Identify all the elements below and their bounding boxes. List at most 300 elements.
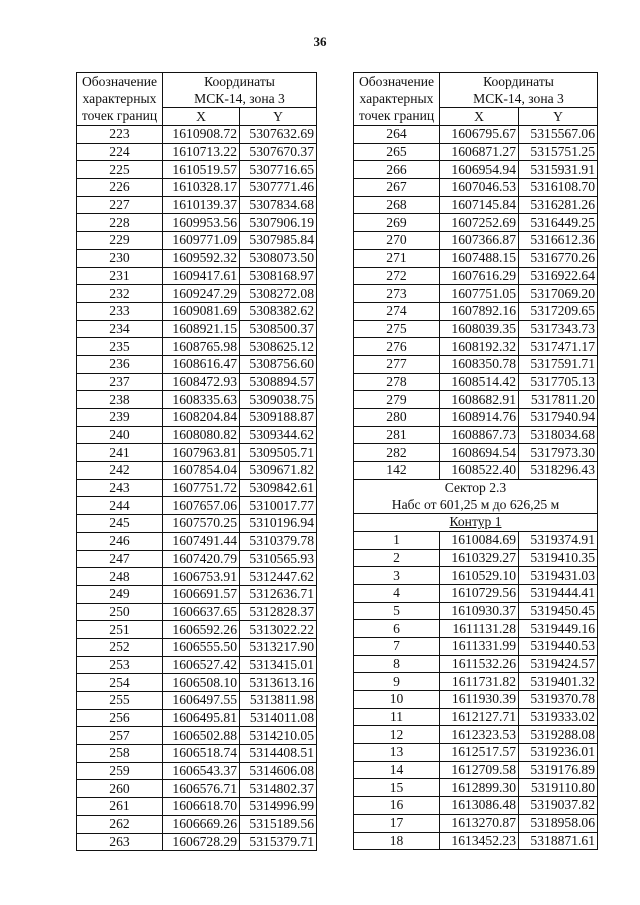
coord-y: 5308625.12 <box>240 338 317 356</box>
coord-y: 5312636.71 <box>240 585 317 603</box>
point-id: 282 <box>354 444 440 462</box>
table-row <box>354 285 598 303</box>
coord-x: 1611731.82 <box>440 673 519 691</box>
header-coordinates: Координаты <box>163 73 317 91</box>
point-id: 238 <box>77 391 163 409</box>
table-row <box>77 692 317 710</box>
coord-x: 1606795.67 <box>440 126 519 144</box>
coord-x: 1606728.29 <box>163 833 240 851</box>
coord-y: 5317209.65 <box>519 302 598 320</box>
table-row <box>77 833 317 851</box>
point-id: 245 <box>77 515 163 533</box>
coord-y: 5319424.57 <box>519 655 598 673</box>
point-id: 244 <box>77 497 163 515</box>
point-id: 274 <box>354 302 440 320</box>
point-id: 259 <box>77 762 163 780</box>
point-id: 281 <box>354 426 440 444</box>
coord-y: 5313811.98 <box>240 692 317 710</box>
table-row <box>354 426 598 444</box>
coord-x: 1607751.72 <box>163 479 240 497</box>
table-row <box>77 815 317 833</box>
point-id: 270 <box>354 232 440 250</box>
coord-y: 5310379.78 <box>240 532 317 550</box>
coord-y: 5309344.62 <box>240 426 317 444</box>
coord-x: 1608350.78 <box>440 355 519 373</box>
coord-x: 1607657.06 <box>163 497 240 515</box>
point-id: 277 <box>354 355 440 373</box>
header-designation-line-2: характерных <box>354 90 440 108</box>
header-coordinates: Координаты <box>440 73 598 91</box>
table-row <box>77 674 317 692</box>
table-row <box>354 673 598 691</box>
coord-y: 5307670.37 <box>240 143 317 161</box>
coord-x: 1608192.32 <box>440 338 519 356</box>
table-row <box>354 355 598 373</box>
coord-y: 5315379.71 <box>240 833 317 851</box>
coord-x: 1608472.93 <box>163 373 240 391</box>
header-designation-line-3: точек границ <box>77 108 163 126</box>
coord-y: 5317705.13 <box>519 373 598 391</box>
coord-y: 5317811.20 <box>519 391 598 409</box>
point-id: 14 <box>354 761 440 779</box>
table-row <box>77 479 317 497</box>
table-row <box>354 196 598 214</box>
point-id: 236 <box>77 355 163 373</box>
table-row <box>354 584 598 602</box>
coord-x: 1606753.91 <box>163 568 240 586</box>
coord-y: 5313415.01 <box>240 656 317 674</box>
table-row <box>354 549 598 567</box>
coord-y: 5318958.06 <box>519 814 598 832</box>
coord-x: 1608039.35 <box>440 320 519 338</box>
coord-y: 5316612.36 <box>519 232 598 250</box>
point-id: 256 <box>77 709 163 727</box>
coord-x: 1607963.81 <box>163 444 240 462</box>
table-row <box>354 708 598 726</box>
coord-y: 5309842.61 <box>240 479 317 497</box>
table-row <box>354 214 598 232</box>
coord-y: 5317940.94 <box>519 409 598 427</box>
table-row <box>77 727 317 745</box>
table-row <box>77 497 317 515</box>
point-id: 266 <box>354 161 440 179</box>
coord-x: 1606691.57 <box>163 585 240 603</box>
coord-x: 1606502.88 <box>163 727 240 745</box>
coord-y: 5309188.87 <box>240 409 317 427</box>
table-row <box>354 161 598 179</box>
point-id: 142 <box>354 462 440 480</box>
table-row <box>77 568 317 586</box>
table-row <box>354 761 598 779</box>
coord-y: 5308756.60 <box>240 355 317 373</box>
coord-x: 1607252.69 <box>440 214 519 232</box>
header-y: Y <box>240 108 317 126</box>
coord-y: 5317069.20 <box>519 285 598 303</box>
coord-y: 5310565.93 <box>240 550 317 568</box>
point-id: 224 <box>77 143 163 161</box>
point-id: 9 <box>354 673 440 691</box>
coord-y: 5309038.75 <box>240 391 317 409</box>
coord-y: 5315567.06 <box>519 126 598 144</box>
table-row <box>354 726 598 744</box>
header-coordinate-system: МСК-14, зона 3 <box>440 90 598 108</box>
coord-y: 5319401.32 <box>519 673 598 691</box>
table-row <box>354 744 598 762</box>
table-row <box>77 232 317 250</box>
point-id: 234 <box>77 320 163 338</box>
table-row <box>77 745 317 763</box>
coord-y: 5319176.89 <box>519 761 598 779</box>
coord-x: 1612709.58 <box>440 761 519 779</box>
coord-y: 5307906.19 <box>240 214 317 232</box>
coord-y: 5319450.45 <box>519 602 598 620</box>
point-id: 11 <box>354 708 440 726</box>
sector-height-row <box>354 496 598 513</box>
table-row <box>354 320 598 338</box>
point-id: 17 <box>354 814 440 832</box>
coord-y: 5319374.91 <box>519 531 598 549</box>
coord-x: 1606954.94 <box>440 161 519 179</box>
coord-y: 5316281.26 <box>519 196 598 214</box>
point-id: 10 <box>354 691 440 709</box>
coord-x: 1608765.98 <box>163 338 240 356</box>
point-id: 8 <box>354 655 440 673</box>
coord-x: 1607366.87 <box>440 232 519 250</box>
point-id: 4 <box>354 584 440 602</box>
coord-x: 1607570.25 <box>163 515 240 533</box>
point-id: 258 <box>77 745 163 763</box>
table-row <box>354 620 598 638</box>
table-row <box>77 143 317 161</box>
coord-y: 5319110.80 <box>519 779 598 797</box>
coord-x: 1607420.79 <box>163 550 240 568</box>
table-row <box>77 391 317 409</box>
table-row <box>77 709 317 727</box>
point-id: 235 <box>77 338 163 356</box>
table-row <box>354 179 598 197</box>
table-row <box>77 302 317 320</box>
point-id: 254 <box>77 674 163 692</box>
coord-x: 1611131.28 <box>440 620 519 638</box>
table-row <box>77 373 317 391</box>
coord-x: 1611930.39 <box>440 691 519 709</box>
table-row <box>77 515 317 533</box>
coord-x: 1608514.42 <box>440 373 519 391</box>
table-row <box>77 249 317 267</box>
coord-x: 1606555.50 <box>163 638 240 656</box>
coord-y: 5313613.16 <box>240 674 317 692</box>
point-id: 269 <box>354 214 440 232</box>
coord-x: 1608682.91 <box>440 391 519 409</box>
table-row <box>354 462 598 480</box>
point-id: 243 <box>77 479 163 497</box>
coord-y: 5319333.02 <box>519 708 598 726</box>
point-id: 242 <box>77 462 163 480</box>
table-row <box>354 232 598 250</box>
coord-x: 1609081.69 <box>163 302 240 320</box>
point-id: 251 <box>77 621 163 639</box>
table-row <box>354 567 598 585</box>
coord-y: 5314606.08 <box>240 762 317 780</box>
table-row <box>77 126 317 144</box>
header-designation-line-2: характерных <box>77 90 163 108</box>
point-id: 267 <box>354 179 440 197</box>
point-id: 240 <box>77 426 163 444</box>
header-x: X <box>440 108 519 126</box>
header-x: X <box>163 108 240 126</box>
point-id: 13 <box>354 744 440 762</box>
coord-x: 1612323.53 <box>440 726 519 744</box>
point-id: 265 <box>354 143 440 161</box>
coord-y: 5319431.03 <box>519 567 598 585</box>
coord-y: 5319370.78 <box>519 691 598 709</box>
coord-y: 5310017.77 <box>240 497 317 515</box>
point-id: 233 <box>77 302 163 320</box>
point-id: 6 <box>354 620 440 638</box>
coord-x: 1609953.56 <box>163 214 240 232</box>
coord-y: 5319440.53 <box>519 637 598 655</box>
sector-title-row <box>354 479 598 496</box>
point-id: 16 <box>354 797 440 815</box>
coord-x: 1606592.26 <box>163 621 240 639</box>
coord-y: 5309505.71 <box>240 444 317 462</box>
coord-x: 1608921.15 <box>163 320 240 338</box>
table-row <box>77 603 317 621</box>
table-row <box>354 126 598 144</box>
point-id: 2 <box>354 549 440 567</box>
point-id: 239 <box>77 409 163 427</box>
contour-label-row <box>354 514 598 532</box>
coord-y: 5308500.37 <box>240 320 317 338</box>
table-row <box>354 373 598 391</box>
point-id: 5 <box>354 602 440 620</box>
coord-y: 5318034.68 <box>519 426 598 444</box>
coord-y: 5316449.25 <box>519 214 598 232</box>
coord-x: 1609771.09 <box>163 232 240 250</box>
coord-y: 5315751.25 <box>519 143 598 161</box>
table-row <box>77 762 317 780</box>
coord-x: 1607145.84 <box>440 196 519 214</box>
coord-x: 1607751.05 <box>440 285 519 303</box>
point-id: 231 <box>77 267 163 285</box>
table-row <box>77 638 317 656</box>
point-id: 280 <box>354 409 440 427</box>
table-row <box>354 531 598 549</box>
coord-x: 1607892.16 <box>440 302 519 320</box>
table-row <box>77 409 317 427</box>
coord-y: 5318296.43 <box>519 462 598 480</box>
coord-x: 1606508.10 <box>163 674 240 692</box>
table-row <box>354 814 598 832</box>
header-coordinate-system: МСК-14, зона 3 <box>163 90 317 108</box>
coord-x: 1612127.71 <box>440 708 519 726</box>
table-row <box>354 409 598 427</box>
coordinates-table-left <box>76 72 317 851</box>
coord-x: 1608335.63 <box>163 391 240 409</box>
coord-y: 5309671.82 <box>240 462 317 480</box>
coord-y: 5313022.22 <box>240 621 317 639</box>
coord-y: 5314996.99 <box>240 798 317 816</box>
point-id: 1 <box>354 531 440 549</box>
point-id: 228 <box>77 214 163 232</box>
coord-x: 1612899.30 <box>440 779 519 797</box>
coord-x: 1607616.29 <box>440 267 519 285</box>
table-row <box>77 214 317 232</box>
table-row <box>354 267 598 285</box>
coord-x: 1613270.87 <box>440 814 519 832</box>
coord-y: 5313217.90 <box>240 638 317 656</box>
table-row <box>77 444 317 462</box>
point-id: 250 <box>77 603 163 621</box>
coord-x: 1607854.04 <box>163 462 240 480</box>
coord-x: 1608080.82 <box>163 426 240 444</box>
point-id: 12 <box>354 726 440 744</box>
coord-x: 1607491.44 <box>163 532 240 550</box>
point-id: 255 <box>77 692 163 710</box>
coord-y: 5315189.56 <box>240 815 317 833</box>
point-id: 252 <box>77 638 163 656</box>
coord-x: 1609592.32 <box>163 249 240 267</box>
coord-y: 5316108.70 <box>519 179 598 197</box>
header-y: Y <box>519 108 598 126</box>
coord-x: 1611331.99 <box>440 637 519 655</box>
coord-x: 1610519.57 <box>163 161 240 179</box>
point-id: 226 <box>77 179 163 197</box>
coord-y: 5307771.46 <box>240 179 317 197</box>
coord-x: 1610908.72 <box>163 126 240 144</box>
point-id: 272 <box>354 267 440 285</box>
point-id: 249 <box>77 585 163 603</box>
coord-x: 1608867.73 <box>440 426 519 444</box>
point-id: 262 <box>77 815 163 833</box>
coord-x: 1606618.70 <box>163 798 240 816</box>
coord-y: 5314408.51 <box>240 745 317 763</box>
table-row <box>354 444 598 462</box>
table-row <box>77 320 317 338</box>
table-row <box>77 585 317 603</box>
coord-y: 5317343.73 <box>519 320 598 338</box>
coord-x: 1610329.27 <box>440 549 519 567</box>
table-row <box>77 621 317 639</box>
table-row <box>77 550 317 568</box>
point-id: 279 <box>354 391 440 409</box>
coord-y: 5314011.08 <box>240 709 317 727</box>
coord-x: 1611532.26 <box>440 655 519 673</box>
point-id: 253 <box>77 656 163 674</box>
point-id: 237 <box>77 373 163 391</box>
table-row <box>354 691 598 709</box>
coord-y: 5307632.69 <box>240 126 317 144</box>
coord-x: 1606669.26 <box>163 815 240 833</box>
point-id: 271 <box>354 249 440 267</box>
point-id: 3 <box>354 567 440 585</box>
table-row <box>77 656 317 674</box>
coord-x: 1609417.61 <box>163 267 240 285</box>
coord-x: 1606518.74 <box>163 745 240 763</box>
table-row <box>77 267 317 285</box>
point-id: 263 <box>77 833 163 851</box>
table-row <box>77 426 317 444</box>
coord-x: 1608694.54 <box>440 444 519 462</box>
table-row <box>354 797 598 815</box>
coord-x: 1610930.37 <box>440 602 519 620</box>
coord-y: 5307834.68 <box>240 196 317 214</box>
coord-y: 5316770.26 <box>519 249 598 267</box>
table-row <box>354 338 598 356</box>
coord-y: 5317591.71 <box>519 355 598 373</box>
table-row <box>354 832 598 850</box>
coord-x: 1610139.37 <box>163 196 240 214</box>
table-row <box>77 355 317 373</box>
coord-y: 5319236.01 <box>519 744 598 762</box>
coord-y: 5317471.17 <box>519 338 598 356</box>
point-id: 225 <box>77 161 163 179</box>
header-designation-line-3: точек границ <box>354 108 440 126</box>
coord-y: 5319444.41 <box>519 584 598 602</box>
table-row <box>354 602 598 620</box>
coord-y: 5319037.82 <box>519 797 598 815</box>
coord-y: 5314802.37 <box>240 780 317 798</box>
coord-x: 1608914.76 <box>440 409 519 427</box>
point-id: 229 <box>77 232 163 250</box>
coord-y: 5308168.97 <box>240 267 317 285</box>
coord-x: 1606637.65 <box>163 603 240 621</box>
sector-title: Сектор 2.3 <box>354 479 598 496</box>
header-designation-line-1: Обозначение <box>354 73 440 91</box>
table-row <box>77 780 317 798</box>
point-id: 261 <box>77 798 163 816</box>
coord-x: 1610729.56 <box>440 584 519 602</box>
point-id: 248 <box>77 568 163 586</box>
point-id: 276 <box>354 338 440 356</box>
header-designation-line-1: Обозначение <box>77 73 163 91</box>
coord-y: 5317973.30 <box>519 444 598 462</box>
page-number: 36 <box>313 34 327 49</box>
point-id: 275 <box>354 320 440 338</box>
point-id: 246 <box>77 532 163 550</box>
coord-y: 5312828.37 <box>240 603 317 621</box>
coord-y: 5318871.61 <box>519 832 598 850</box>
table-row <box>77 798 317 816</box>
coord-x: 1608616.47 <box>163 355 240 373</box>
coord-x: 1607046.53 <box>440 179 519 197</box>
coord-y: 5314210.05 <box>240 727 317 745</box>
coord-y: 5308073.50 <box>240 249 317 267</box>
table-row <box>354 143 598 161</box>
coord-x: 1606871.27 <box>440 143 519 161</box>
coord-x: 1610328.17 <box>163 179 240 197</box>
point-id: 273 <box>354 285 440 303</box>
point-id: 232 <box>77 285 163 303</box>
coord-x: 1608204.84 <box>163 409 240 427</box>
table-row <box>77 285 317 303</box>
coord-x: 1606495.81 <box>163 709 240 727</box>
point-id: 18 <box>354 832 440 850</box>
point-id: 227 <box>77 196 163 214</box>
point-id: 247 <box>77 550 163 568</box>
coord-x: 1610529.10 <box>440 567 519 585</box>
coord-y: 5307716.65 <box>240 161 317 179</box>
coordinates-table-right <box>353 72 598 850</box>
table-row <box>77 196 317 214</box>
point-id: 230 <box>77 249 163 267</box>
coord-y: 5315931.91 <box>519 161 598 179</box>
coord-x: 1606527.42 <box>163 656 240 674</box>
coord-x: 1606497.55 <box>163 692 240 710</box>
coord-y: 5312447.62 <box>240 568 317 586</box>
point-id: 260 <box>77 780 163 798</box>
coord-y: 5316922.64 <box>519 267 598 285</box>
